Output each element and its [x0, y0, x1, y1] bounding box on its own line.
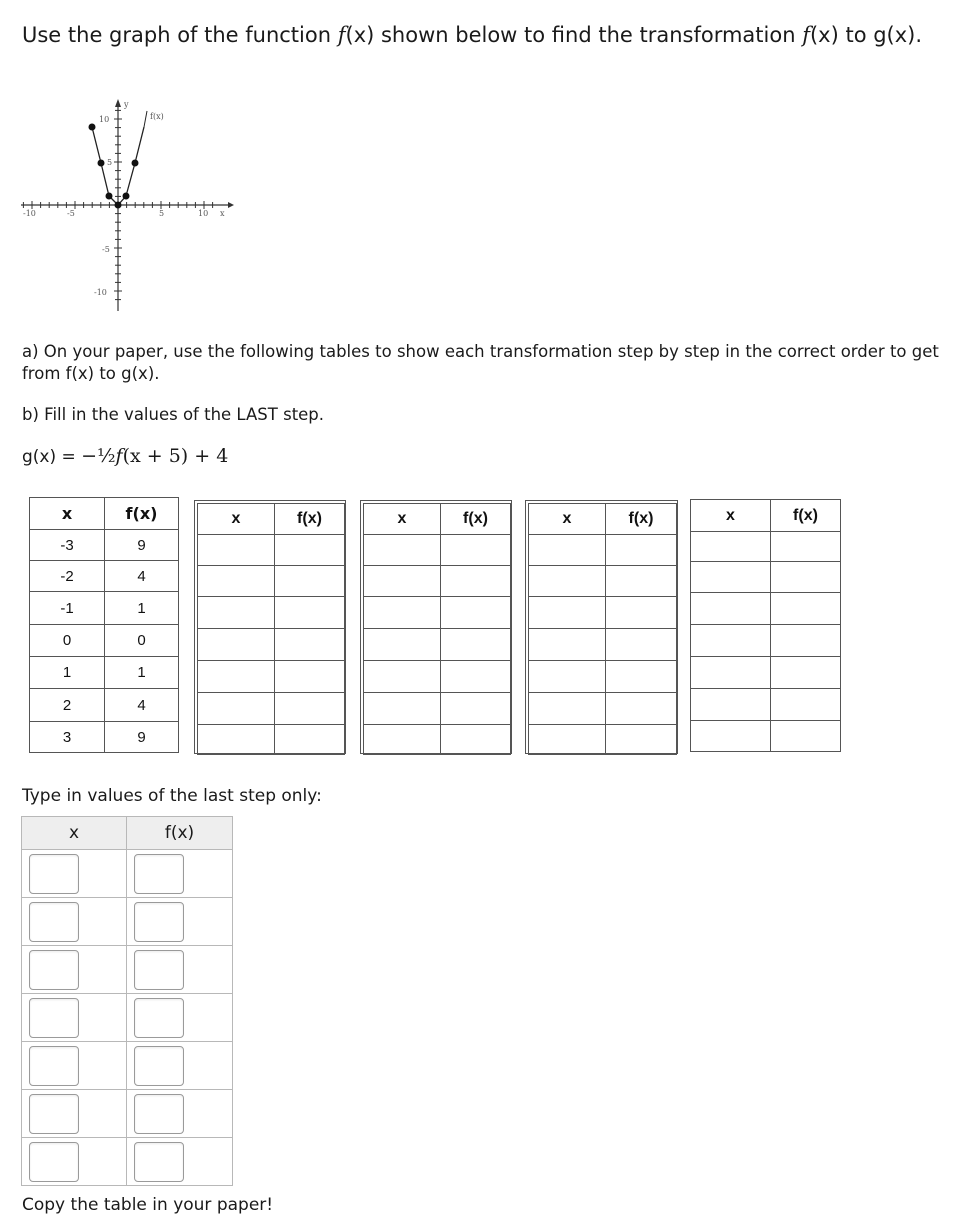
- blank-cell[interactable]: [771, 689, 841, 721]
- x-input[interactable]: [29, 950, 79, 990]
- blank-cell[interactable]: [364, 535, 441, 566]
- blank-cell[interactable]: [529, 566, 606, 597]
- blank-transformation-table: [528, 503, 677, 755]
- fx-input[interactable]: [134, 1094, 184, 1134]
- column-header-x: x: [198, 504, 275, 535]
- blank-cell[interactable]: [529, 535, 606, 566]
- table-cell: 0: [105, 625, 179, 657]
- column-header-fx: f(x): [105, 498, 179, 530]
- blank-cell[interactable]: [198, 661, 275, 693]
- blank-cell[interactable]: [606, 661, 677, 693]
- y-tick-label: 5: [107, 158, 113, 167]
- blank-cell[interactable]: [529, 597, 606, 629]
- x-input[interactable]: [29, 998, 79, 1038]
- curve-point: [132, 160, 139, 167]
- fx-input[interactable]: [134, 854, 184, 894]
- x-axis-label: x: [220, 209, 225, 218]
- blank-cell[interactable]: [441, 661, 511, 693]
- y-tick-label: -5: [102, 245, 110, 254]
- curve-label: f(x): [150, 112, 164, 121]
- answer-input-table: [21, 816, 233, 1186]
- y-tick-label: 10: [99, 115, 110, 124]
- blank-cell[interactable]: [606, 693, 677, 725]
- blank-cell[interactable]: [771, 532, 841, 562]
- blank-cell[interactable]: [198, 693, 275, 725]
- x-input[interactable]: [29, 1142, 79, 1182]
- fx-input[interactable]: [134, 998, 184, 1038]
- x-input[interactable]: [29, 1094, 79, 1134]
- blank-transformation-table: [363, 503, 511, 755]
- table-cell: -1: [30, 592, 105, 625]
- curve-point: [123, 193, 130, 200]
- fx-input[interactable]: [134, 902, 184, 942]
- x-tick-label: -10: [23, 209, 36, 218]
- blank-cell[interactable]: [691, 721, 771, 752]
- table-cell: 4: [105, 561, 179, 592]
- blank-cell[interactable]: [691, 689, 771, 721]
- blank-cell[interactable]: [691, 657, 771, 689]
- blank-cell[interactable]: [364, 725, 441, 755]
- table-cell: 9: [105, 530, 179, 561]
- column-header-fx: f(x): [606, 504, 677, 535]
- blank-cell[interactable]: [275, 629, 345, 661]
- blank-cell[interactable]: [441, 566, 511, 597]
- y-axis-label: y: [124, 100, 129, 109]
- g-formula: g(x) = −½f(x + 5) + 4: [22, 445, 229, 467]
- blank-cell[interactable]: [441, 693, 511, 725]
- blank-cell[interactable]: [606, 566, 677, 597]
- blank-cell[interactable]: [606, 535, 677, 566]
- column-header-x: x: [22, 817, 127, 850]
- blank-cell[interactable]: [691, 532, 771, 562]
- blank-cell[interactable]: [771, 625, 841, 657]
- table-cell: 1: [105, 592, 179, 625]
- x-input[interactable]: [29, 902, 79, 942]
- y-axis-arrow: [115, 99, 121, 107]
- column-header-x: x: [364, 504, 441, 535]
- blank-cell[interactable]: [691, 562, 771, 593]
- table-cell: -3: [30, 530, 105, 561]
- blank-cell[interactable]: [441, 629, 511, 661]
- blank-cell[interactable]: [275, 535, 345, 566]
- blank-cell[interactable]: [441, 597, 511, 629]
- table-cell: 3: [30, 722, 105, 753]
- given-values-table: [29, 497, 179, 753]
- blank-cell[interactable]: [364, 693, 441, 725]
- blank-cell[interactable]: [529, 629, 606, 661]
- table-cell: 0: [30, 625, 105, 657]
- table-cell: 4: [105, 689, 179, 722]
- blank-cell[interactable]: [275, 693, 345, 725]
- part-b-instructions: b) Fill in the values of the LAST step.: [22, 405, 325, 424]
- table-cell: -2: [30, 561, 105, 592]
- table-cell: 1: [105, 657, 179, 689]
- blank-cell[interactable]: [771, 562, 841, 593]
- blank-cell[interactable]: [198, 597, 275, 629]
- blank-cell[interactable]: [606, 725, 677, 755]
- blank-cell[interactable]: [364, 566, 441, 597]
- curve-point: [89, 124, 96, 131]
- blank-cell[interactable]: [529, 693, 606, 725]
- blank-cell[interactable]: [771, 721, 841, 752]
- blank-cell[interactable]: [364, 661, 441, 693]
- x-input[interactable]: [29, 1046, 79, 1086]
- blank-cell[interactable]: [529, 661, 606, 693]
- column-header-fx: f(x): [275, 504, 345, 535]
- blank-cell[interactable]: [364, 597, 441, 629]
- blank-cell[interactable]: [364, 629, 441, 661]
- blank-cell[interactable]: [198, 535, 275, 566]
- blank-cell[interactable]: [691, 625, 771, 657]
- column-header-x: x: [691, 500, 771, 532]
- blank-cell[interactable]: [771, 593, 841, 625]
- column-header-fx: f(x): [441, 504, 511, 535]
- column-header-fx: f(x): [127, 817, 233, 850]
- blank-cell[interactable]: [275, 725, 345, 755]
- input-prompt: Type in values of the last step only:: [22, 786, 322, 806]
- x-tick-label: -5: [67, 209, 75, 218]
- blank-cell[interactable]: [606, 597, 677, 629]
- curve-point: [106, 193, 113, 200]
- fx-input[interactable]: [134, 1046, 184, 1086]
- x-tick-label: 10: [198, 209, 209, 218]
- fx-input[interactable]: [134, 1142, 184, 1182]
- table-cell: 2: [30, 689, 105, 722]
- fx-input[interactable]: [134, 950, 184, 990]
- table-cell: 1: [30, 657, 105, 689]
- column-header-x: x: [30, 498, 105, 530]
- part-a-instructions: a) On your paper, use the following tables to show each transformation step by step in the correct order to get from f(x) to g(x).: [22, 342, 939, 383]
- curve-point: [98, 160, 105, 167]
- blank-cell[interactable]: [275, 597, 345, 629]
- blank-transformation-table: [197, 503, 345, 755]
- blank-cell[interactable]: [529, 725, 606, 755]
- blank-cell[interactable]: [606, 629, 677, 661]
- footer-note: Copy the table in your paper!: [22, 1195, 274, 1215]
- blank-cell[interactable]: [441, 725, 511, 755]
- question-text: Use the graph of the function f(x) shown below to find the transformation f(x) to g(x).: [22, 23, 923, 47]
- blank-cell[interactable]: [198, 566, 275, 597]
- column-header-x: x: [529, 504, 606, 535]
- blank-cell[interactable]: [691, 593, 771, 625]
- blank-cell[interactable]: [275, 661, 345, 693]
- blank-cell[interactable]: [771, 657, 841, 689]
- curve-point: [115, 202, 122, 209]
- function-graph: [18, 95, 243, 317]
- x-axis-arrow: [228, 202, 234, 208]
- blank-cell[interactable]: [198, 725, 275, 755]
- blank-cell[interactable]: [275, 566, 345, 597]
- table-cell: 9: [105, 722, 179, 753]
- x-input[interactable]: [29, 854, 79, 894]
- blank-cell[interactable]: [198, 629, 275, 661]
- blank-transformation-table: [690, 499, 841, 752]
- column-header-fx: f(x): [771, 500, 841, 532]
- blank-cell[interactable]: [441, 535, 511, 566]
- x-tick-label: 5: [159, 209, 165, 218]
- y-tick-label: -10: [94, 288, 107, 297]
